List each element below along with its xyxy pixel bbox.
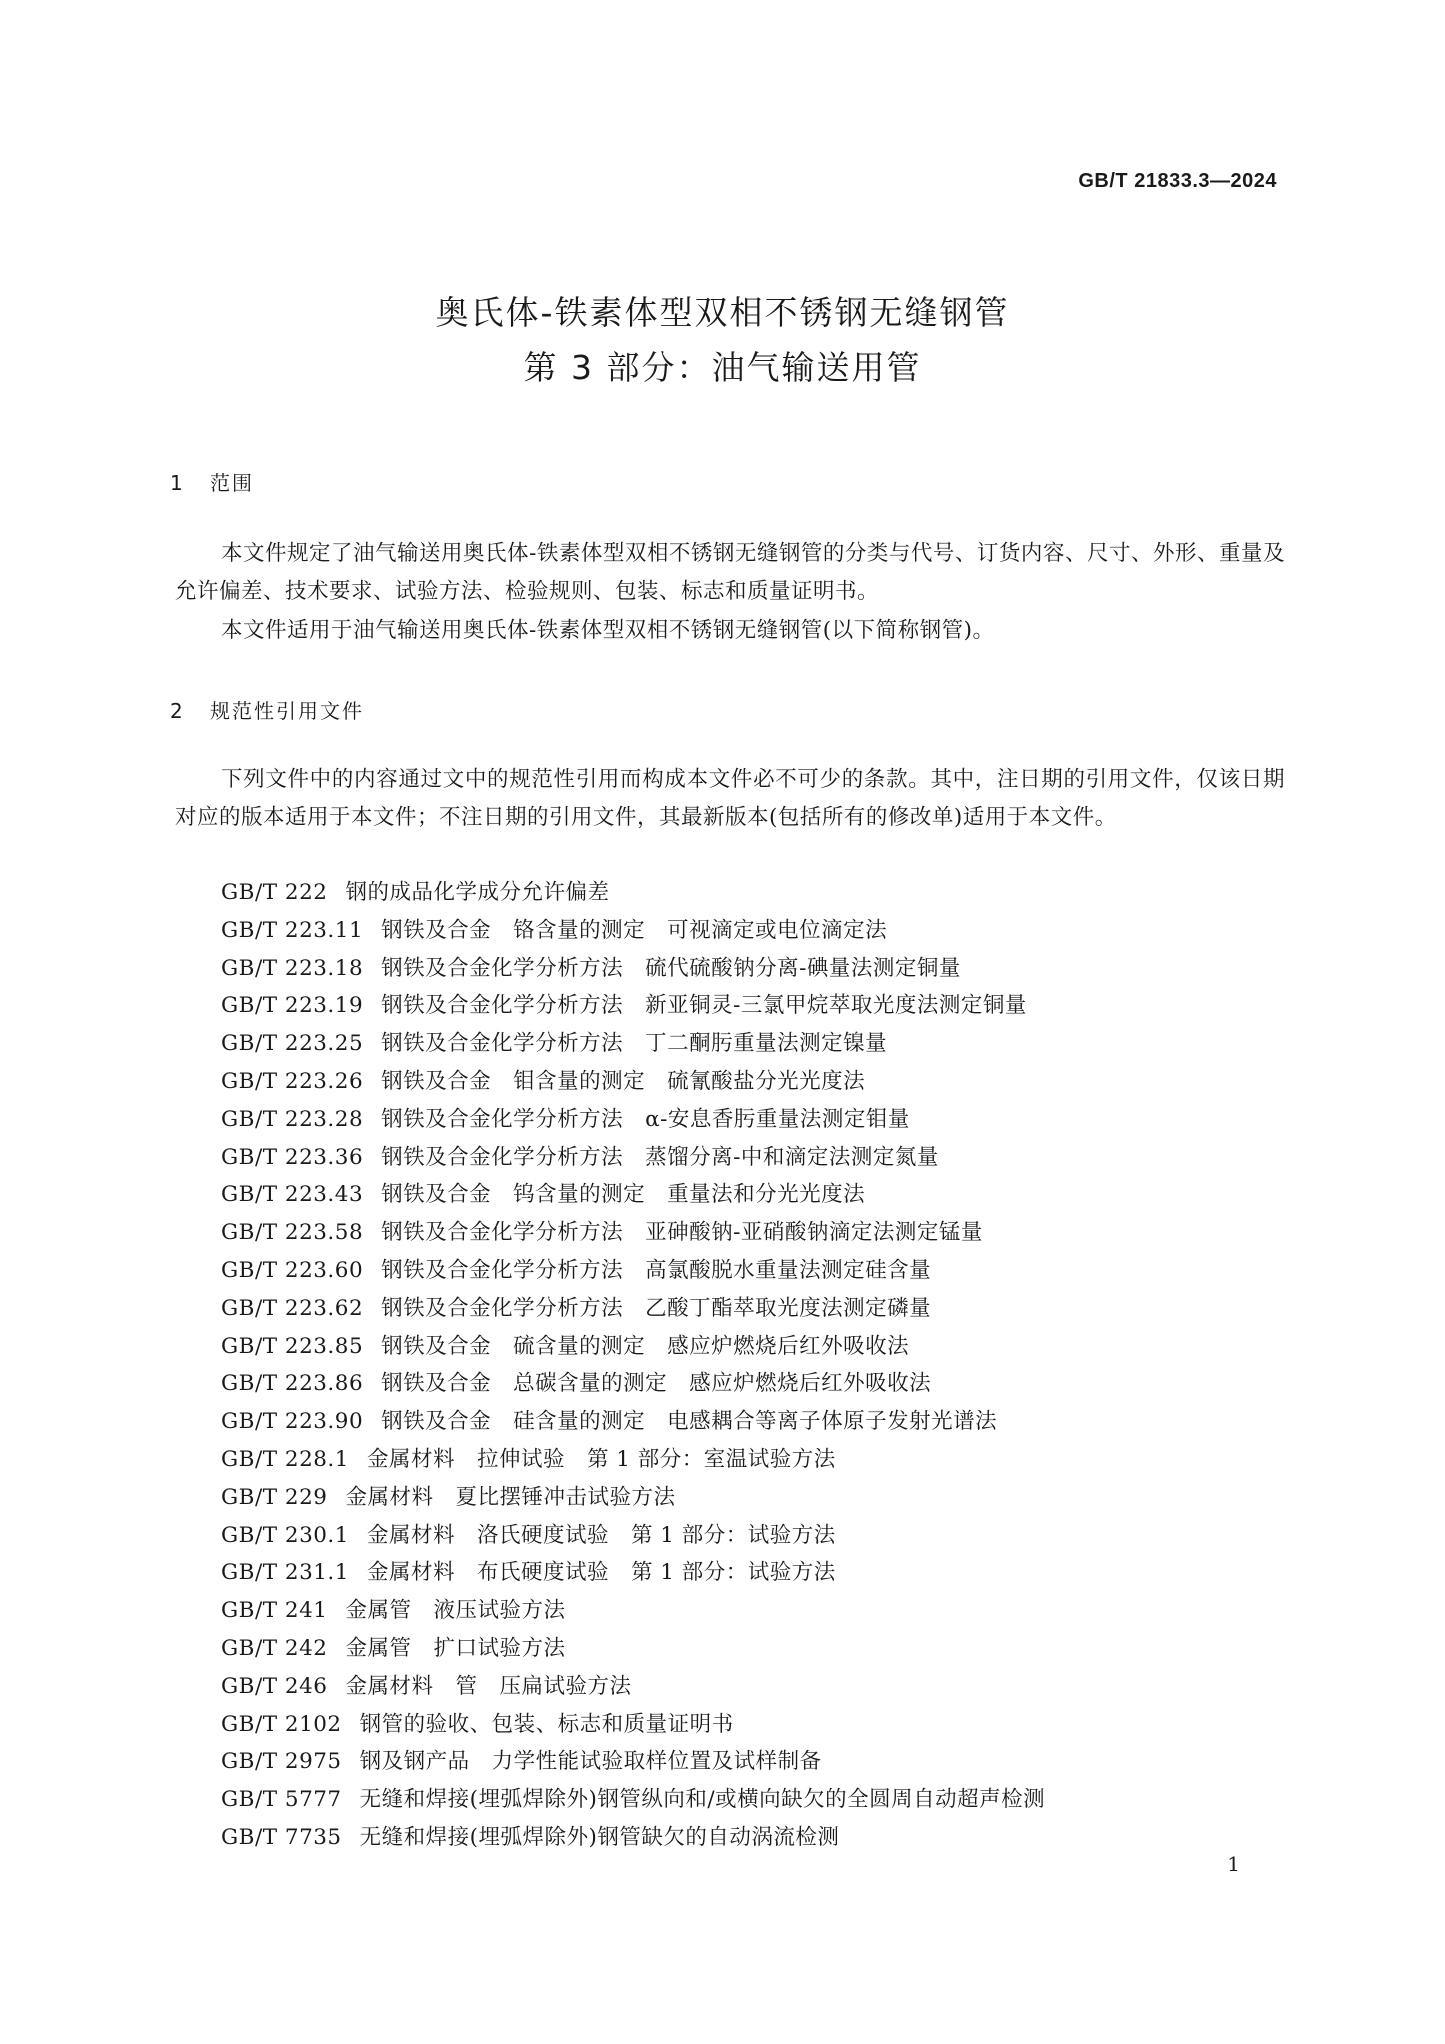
reference-title: 金属材料 夏比摆锤冲击试验方法 (345, 1484, 676, 1510)
reference-code: GB/T 223.28 (221, 1106, 364, 1132)
reference-code: GB/T 223.26 (221, 1068, 364, 1094)
reference-code: GB/T 223.60 (221, 1257, 364, 1283)
reference-item (221, 1403, 1045, 1441)
reference-title: 金属材料 洛氏硬度试验 第 1 部分：试验方法 (366, 1522, 836, 1548)
reference-item (221, 1328, 1045, 1366)
reference-item (221, 1819, 1045, 1857)
reference-item (221, 1668, 1045, 1706)
reference-item (221, 1365, 1045, 1403)
reference-item (221, 1592, 1045, 1630)
reference-code: GB/T 223.43 (221, 1182, 364, 1208)
normative-references-list (221, 874, 1045, 1857)
reference-code: GB/T 2975 (221, 1749, 342, 1775)
reference-item (221, 950, 1045, 988)
reference-item (221, 1517, 1045, 1555)
reference-title: 钢铁及合金 硫含量的测定 感应炉燃烧后红外吸收法 (381, 1333, 910, 1359)
reference-item (221, 1139, 1045, 1177)
reference-code: GB/T 228.1 (221, 1446, 349, 1472)
reference-code: GB/T 230.1 (221, 1522, 349, 1548)
reference-code: GB/T 7735 (221, 1824, 342, 1850)
reference-item (221, 1176, 1045, 1214)
reference-title: 钢铁及合金化学分析方法 硫代硫酸钠分离-碘量法测定铜量 (381, 955, 961, 981)
reference-item (221, 1743, 1045, 1781)
reference-item (221, 1214, 1045, 1252)
reference-item (221, 1252, 1045, 1290)
reference-code: GB/T 223.18 (221, 955, 364, 981)
section-1-number: 1 (170, 471, 185, 495)
reference-title: 钢铁及合金 钼含量的测定 硫氰酸盐分光光度法 (381, 1068, 866, 1094)
reference-code: GB/T 223.11 (221, 917, 364, 943)
reference-title: 钢铁及合金化学分析方法 蒸馏分离-中和滴定法测定氮量 (381, 1144, 939, 1170)
reference-item (221, 912, 1045, 950)
title-line-2: 第 3 部分：油气输送用管 (523, 348, 922, 387)
reference-title: 钢铁及合金化学分析方法 乙酸丁酯萃取光度法测定磷量 (381, 1295, 932, 1321)
reference-title: 钢铁及合金 硅含量的测定 电感耦合等离子体原子发射光谱法 (381, 1409, 998, 1435)
section-2-heading (170, 695, 364, 724)
section-2-number: 2 (170, 699, 185, 723)
reference-code: GB/T 246 (221, 1673, 328, 1699)
reference-item (221, 1441, 1045, 1479)
reference-item (221, 1781, 1045, 1819)
section-2-title: 规范性引用文件 (210, 699, 364, 723)
reference-item (221, 1101, 1045, 1139)
reference-code: GB/T 223.86 (221, 1371, 364, 1397)
reference-item (221, 987, 1045, 1025)
reference-code: GB/T 223.58 (221, 1220, 364, 1246)
reference-item (221, 1290, 1045, 1328)
reference-code: GB/T 223.85 (221, 1333, 364, 1359)
reference-title: 无缝和焊接(埋弧焊除外)钢管缺欠的自动涡流检测 (359, 1824, 840, 1850)
section-1-heading (170, 467, 254, 496)
reference-item (221, 1025, 1045, 1063)
reference-title: 金属管 扩口试验方法 (345, 1635, 566, 1661)
reference-title: 钢铁及合金 总碳含量的测定 感应炉燃烧后红外吸收法 (381, 1371, 932, 1397)
reference-code: GB/T 229 (221, 1484, 328, 1510)
reference-title: 钢铁及合金化学分析方法 亚砷酸钠-亚硝酸钠滴定法测定锰量 (381, 1220, 983, 1246)
reference-item (221, 1554, 1045, 1592)
reference-title: 钢铁及合金化学分析方法 高氯酸脱水重量法测定硅含量 (381, 1257, 932, 1283)
standard-code: GB/T 21833.3—2024 (1078, 170, 1277, 192)
reference-title: 无缝和焊接(埋弧焊除外)钢管纵向和/或横向缺欠的全圆周自动超声检测 (359, 1787, 1046, 1813)
reference-code: GB/T 242 (221, 1635, 328, 1661)
reference-title: 钢铁及合金化学分析方法 α-安息香肟重量法测定钼量 (381, 1106, 910, 1132)
reference-code: GB/T 2102 (221, 1711, 342, 1737)
page-number: 1 (1227, 1852, 1240, 1876)
reference-item (221, 1063, 1045, 1101)
reference-title: 钢的成品化学成分允许偏差 (345, 880, 610, 905)
reference-code: GB/T 223.36 (221, 1144, 364, 1170)
reference-code: GB/T 223.90 (221, 1409, 364, 1435)
reference-item (221, 1630, 1045, 1668)
reference-title: 钢铁及合金化学分析方法 新亚铜灵-三氯甲烷萃取光度法测定铜量 (381, 993, 1027, 1019)
reference-title: 钢铁及合金 铬含量的测定 可视滴定或电位滴定法 (381, 917, 888, 943)
reference-title: 金属材料 布氏硬度试验 第 1 部分：试验方法 (366, 1560, 836, 1586)
title-line-1: 奥氏体-铁素体型双相不锈钢无缝钢管 (435, 293, 1010, 332)
reference-code: GB/T 231.1 (221, 1560, 349, 1586)
reference-code: GB/T 222 (221, 880, 328, 905)
reference-item (221, 1706, 1045, 1744)
reference-item (221, 1479, 1045, 1517)
reference-title: 钢铁及合金 钨含量的测定 重量法和分光光度法 (381, 1182, 866, 1208)
reference-title: 钢及钢产品 力学性能试验取样位置及试样制备 (359, 1749, 822, 1775)
section-1-paragraph-1: 本文件规定了油气输送用奥氏体-铁素体型双相不锈钢无缝钢管的分类与代号、订货内容、尺寸、外形、重量及允许偏差、技术要求、试验方法、检验规则、包装、标志和质量证明书。 (175, 541, 1285, 604)
reference-code: GB/T 223.25 (221, 1031, 364, 1057)
reference-title: 钢管的验收、包装、标志和质量证明书 (359, 1711, 734, 1737)
reference-title: 金属管 液压试验方法 (345, 1598, 566, 1624)
reference-code: GB/T 223.19 (221, 993, 364, 1019)
reference-title: 金属材料 拉伸试验 第 1 部分：室温试验方法 (366, 1446, 836, 1472)
reference-code: GB/T 5777 (221, 1787, 342, 1813)
section-1-paragraph-2: 本文件适用于油气输送用奥氏体-铁素体型双相不锈钢无缝钢管(以下简称钢管)。 (221, 618, 995, 643)
reference-title: 金属材料 管 压扁试验方法 (345, 1673, 632, 1699)
section-2-paragraph-1: 下列文件中的内容通过文中的规范性引用而构成本文件必不可少的条款。其中，注日期的引用文件，仅该日期对应的版本适用于本文件；不注日期的引用文件，其最新版本(包括所有的修改单)适用于本文件。 (175, 767, 1285, 830)
reference-item (221, 874, 1045, 912)
reference-code: GB/T 241 (221, 1598, 328, 1624)
reference-title: 钢铁及合金化学分析方法 丁二酮肟重量法测定镍量 (381, 1031, 888, 1057)
reference-code: GB/T 223.62 (221, 1295, 364, 1321)
section-1-title: 范围 (210, 471, 254, 495)
document-title (0, 285, 1445, 395)
